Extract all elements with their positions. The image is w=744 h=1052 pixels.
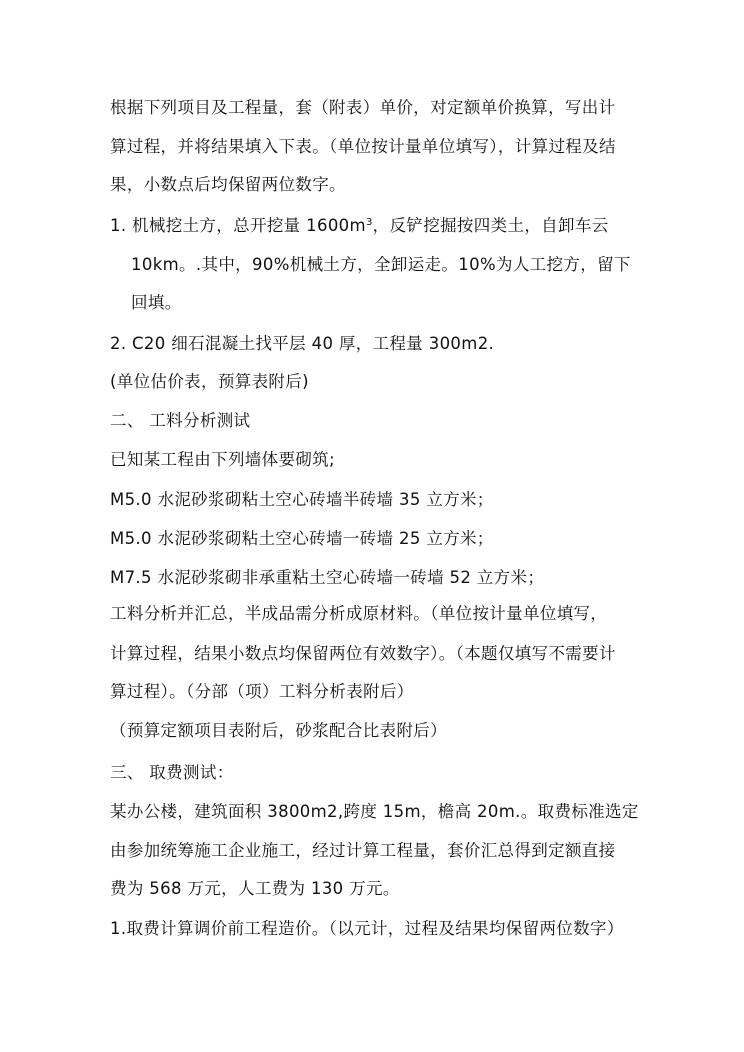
- section-2-instruction-line-2: 计算过程，结果小数点均保留两位有效数字）。（本题仅填写不需要计: [110, 644, 616, 663]
- superscript-3: 3: [365, 217, 373, 228]
- item-2-line: 2. C20 细石混凝土找平层 40 厚，工程量 300m2.: [110, 334, 495, 353]
- section-3-line-3: 费为 568 万元，人工费为 130 万元。: [110, 879, 400, 898]
- section-2-line-1: 已知某工程由下列墙体要砌筑;: [110, 450, 335, 469]
- section-heading-2: 二、 工料分析测试: [110, 411, 251, 430]
- item-1-line-2: 10km。.其中，90%机械土方，全卸运走。10%为人工挖方，留下: [131, 255, 631, 274]
- item-1-text-b: ，反铲挖掘按四类土，自卸车云: [372, 216, 609, 235]
- attachment-note-2: （预算定额项目表附后，砂浆配合比表附后）: [110, 721, 447, 740]
- paragraph-intro-line-1: 根据下列项目及工程量，套（附表）单价，对定额单价换算，写出计: [110, 98, 616, 117]
- wall-item-3: M7.5 水泥砂浆砌非承重粘土空心砖墙一砖墙 52 立方米；: [110, 568, 545, 587]
- item-1-line-3: 回填。: [131, 293, 182, 312]
- section-3-question-1: 1.取费计算调价前工程造价。（以元计，过程及结果均保留两位数字）: [110, 919, 624, 938]
- section-2-instruction-line-1: 工料分析并汇总，半成品需分析成原材料。（单位按计量单位填写，: [110, 604, 608, 623]
- item-1-text-a: 1. 机械挖土方，总开挖量 1600m: [110, 216, 366, 235]
- paragraph-intro-line-3: 果，小数点后均保留两位数字。: [110, 175, 346, 194]
- item-1-line-1: [110, 215, 609, 237]
- section-3-line-2: 由参加统筹施工企业施工，经过计算工程量，套价汇总得到定额直接: [110, 841, 616, 860]
- paragraph-intro-line-2: 算过程，并将结果填入下表。（单位按计量单位填写），计算过程及结: [110, 137, 616, 156]
- attachment-note-1: (单位估价表，预算表附后): [110, 372, 309, 391]
- section-heading-3: 三、 取费测试：: [110, 763, 234, 782]
- wall-item-1: M5.0 水泥砂浆砌粘土空心砖墙半砖墙 35 立方米；: [110, 490, 494, 509]
- section-2-instruction-line-3: 算过程）。（分部（项）工料分析表附后）: [110, 682, 414, 701]
- wall-item-2: M5.0 水泥砂浆砌粘土空心砖墙一砖墙 25 立方米；: [110, 529, 494, 548]
- section-3-line-1: 某办公楼，建筑面积 3800m2,跨度 15m，檐高 20m.。取费标准选定: [110, 802, 639, 821]
